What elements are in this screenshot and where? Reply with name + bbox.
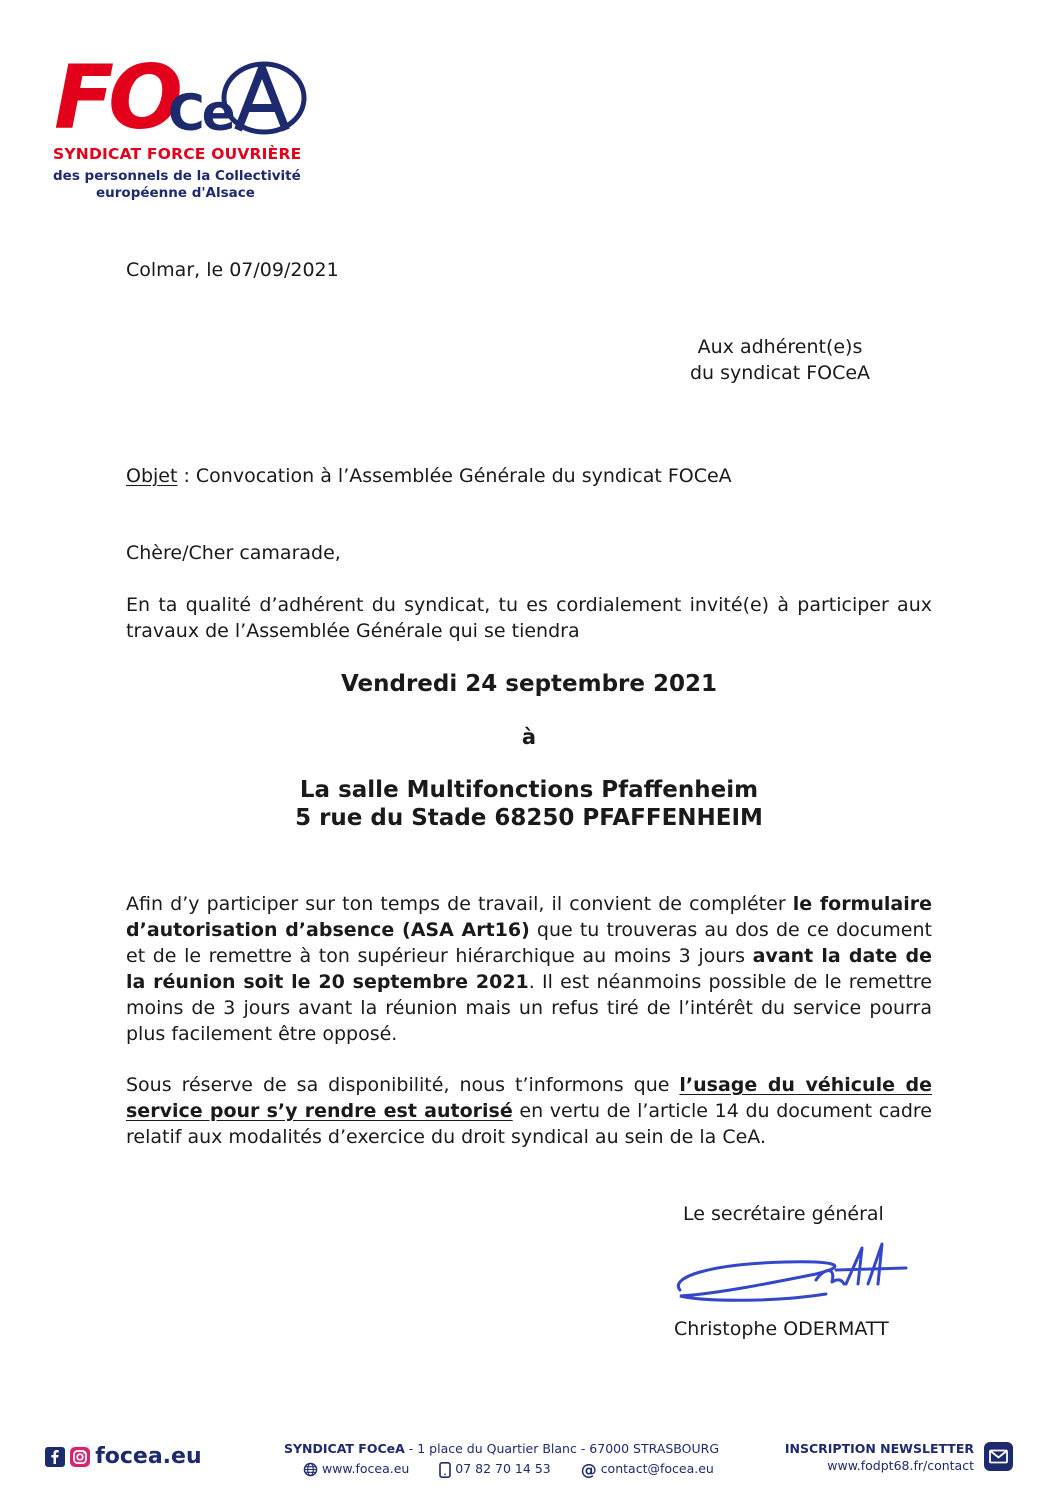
intro-paragraph: En ta qualité d’adhérent du syndicat, tu es cordialement invité(e) à participer aux travaux de l’Assemblée Générale qui se tiendra (126, 594, 932, 642)
venue-block (126, 776, 932, 832)
recipient-block (660, 334, 900, 386)
newsletter-url[interactable]: www.fodpt68.fr/contact (827, 1458, 974, 1473)
footer-contacts (303, 1460, 723, 1479)
logo-line-2: des personnels de la Collectivité (53, 168, 301, 184)
venue-line-1: La salle Multifonctions Pfaffenheim (299, 777, 759, 803)
footer-org-name: SYNDICAT FOCeA (284, 1441, 405, 1456)
footer (0, 1432, 1058, 1482)
signer-title: Le secrétaire général (683, 1203, 884, 1225)
recipient-line-1: Aux adhérent(e)s (697, 336, 863, 358)
subject-label: Objet (126, 465, 178, 487)
mail-icon[interactable] (984, 1442, 1013, 1471)
footer-org-address: - 1 place du Quartier Blanc - 67000 STRASBOURG (404, 1441, 719, 1456)
p2-text-a: Sous réserve de sa disponibilité, nous t’informons que (126, 1074, 680, 1096)
paragraph-form (126, 891, 932, 1047)
footer-brand (45, 1444, 202, 1468)
logo-line-3: européenne d'Alsace (96, 185, 255, 201)
footer-phone[interactable]: 07 82 70 14 53 (455, 1461, 551, 1476)
at-icon: @ (580, 1460, 597, 1479)
focea-logo-mark (50, 38, 310, 148)
signer-name: Christophe ODERMATT (674, 1318, 889, 1340)
footer-website[interactable]: www.focea.eu (321, 1461, 410, 1476)
handwritten-signature (666, 1238, 916, 1310)
svg-text:FO: FO (54, 46, 177, 148)
logo-line-1: SYNDICAT FORCE OUVRIÈRE (53, 145, 302, 163)
p2-text-c: en vertu de l’article 14 du document cadre relatif aux modalités d’exercice du droit syndical au sein de la CeA. (126, 1100, 932, 1148)
p1-text-c: que tu trouveras au dos de ce document et de le remettre à ton supérieur hiérarchique au moins 3 jours (126, 919, 932, 967)
globe-icon (303, 1462, 318, 1477)
footer-site-brand[interactable]: focea.eu (95, 1444, 202, 1469)
svg-text:Ce: Ce (168, 84, 233, 142)
logo (50, 38, 320, 208)
facebook-icon[interactable] (45, 1447, 65, 1467)
event-at: à (521, 725, 537, 749)
p1-form-name: le formulaire d’autorisation d’absence (ASA Art16) (126, 893, 932, 941)
instagram-icon[interactable] (70, 1447, 90, 1467)
paragraph-vehicle (126, 1072, 932, 1150)
p2-vehicle-authorized: l’usage du véhicule de service pour s’y rendre est autorisé (126, 1074, 932, 1122)
place-date: Colmar, le 07/09/2021 (126, 259, 339, 281)
p1-text-e: . Il est néanmoins possible de le remettre moins de 3 jours avant la réunion mais un refus tiré de l’intérêt du service pourra plus facilement être opposé. (126, 971, 932, 1045)
p1-text-a: Afin d’y participer sur ton temps de travail, il convient de compléter (126, 893, 793, 915)
footer-email[interactable]: contact@focea.eu (600, 1461, 714, 1476)
event-date: Vendredi 24 septembre 2021 (340, 671, 718, 697)
subject-line (126, 463, 946, 489)
subject-text: : Convocation à l’Assemblée Générale du syndicat FOCeA (177, 465, 732, 487)
phone-icon (439, 1462, 451, 1478)
venue-line-2: 5 rue du Stade 68250 PFAFFENHEIM (295, 805, 763, 831)
footer-newsletter (760, 1441, 974, 1473)
p1-deadline: avant la date de la réunion soit le 20 septembre 2021 (126, 945, 932, 993)
recipient-line-2: du syndicat FOCeA (689, 362, 871, 384)
footer-org-line (284, 1441, 724, 1456)
newsletter-title: INSCRIPTION NEWSLETTER (784, 1441, 974, 1456)
greeting: Chère/Cher camarade, (126, 542, 341, 564)
